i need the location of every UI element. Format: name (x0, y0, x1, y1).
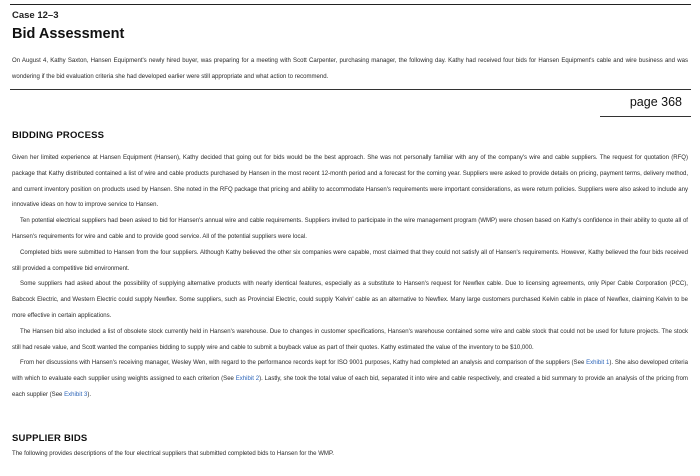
bidding-process-heading: BIDDING PROCESS (12, 130, 105, 141)
exhibit-3-link[interactable]: Exhibit 3 (64, 391, 88, 398)
section-divider (10, 89, 691, 90)
bidding-process-body (12, 151, 688, 404)
exhibit-1-link[interactable]: Exhibit 1 (586, 360, 610, 367)
p6-text-c: ). Lastly, she took the total value of each bid, separated it into wire and cable respectively, and created a bid summary to provide an analysis of the pricing from each supplier (See (12, 376, 688, 398)
bidding-paragraph-6 (12, 356, 688, 403)
bidding-paragraph-5: The Hansen bid also included a list of obsolete stock currently held in Hansen's warehouse. Due to changes in customer specifications, Hansen's warehouse contained some wire and cable stock that could not be used for future projects. The stock still had resale value, and Scott wanted the companies bidding to supply wire and cable to submit a buyback value as part of their quotes. Kathy estimated the value of the inventory to be $10,000. (12, 328, 688, 351)
bidding-paragraph-3: Completed bids were submitted to Hansen from the four suppliers. Although Kathy believed the other six companies were capable, most claimed that they could not satisfy all of Hansen's requirements. However, Kathy believed the four bids received still provided a competitive bid environment. (12, 249, 688, 272)
page-reference-rule (600, 116, 691, 117)
p6-text-b: ). She also developed criteria with which to evaluate each supplier using weights assigned to each criterion (See (12, 360, 688, 383)
bidding-paragraph-4: Some suppliers had asked about the possibility of supplying alternative products with nearly identical features, especially as a substitute to Hansen's request for Newflex cable. Due to licensing agreements, only Piper Cable Corporation (PCC), Babcock Electric, and Western Electric could supply Newflex. Some suppliers, such as Provincial Electric, could supply 'Kelvin' cable as an alternative to Newflex. Many large customers purchased Kelvin cable in place of Newflex, claiming Kelvin to be more effective in certain applications. (12, 281, 688, 319)
supplier-bids-intro: The following provides descriptions of the four electrical suppliers that submitted completed bids to Hansen for the WMP. (12, 451, 334, 457)
case-label: Case 12–3 (12, 10, 59, 21)
p6-text-a: From her discussions with Hansen's receiving manager, Wesley Wen, with regard to the performance records kept for ISO 9001 purposes, Kathy had completed an analysis and comparison of the suppliers (See (20, 360, 587, 367)
page-title: Bid Assessment (12, 26, 125, 42)
top-rule (10, 4, 691, 5)
intro-paragraph: On August 4, Kathy Saxton, Hansen Equipment's newly hired buyer, was preparing for a meeting with Scott Carpenter, purchasing manager, the following day. Kathy had received four bids for Hansen Equipment's cable and wire business and was wondering if the bid evaluation criteria she had developed earlier were still appropriate and what action to recommend. (12, 58, 688, 80)
supplier-bids-heading: SUPPLIER BIDS (12, 433, 88, 444)
bidding-paragraph-2: Ten potential electrical suppliers had been asked to bid for Hansen's annual wire and cable requirements. Suppliers invited to participate in the wire management program (WMP) were chosen based on Kathy's confidence in their ability to quote all of Hansen's requirements for wire and cable and to provide good service. All of the potential suppliers were local. (12, 218, 688, 240)
page-reference: page 368 (629, 95, 682, 109)
exhibit-2-link[interactable]: Exhibit 2 (235, 376, 260, 383)
p6-text-d: ). (87, 391, 92, 398)
bidding-paragraph-1: Given her limited experience at Hansen Equipment (Hansen), Kathy decided that going out for bids would be the best approach. She was not personally familiar with any of the company's wire and cable suppliers. The request for quotation (RFQ) package that Kathy distributed contained a list of wire and cable products purchased by Hansen in the most recent 12-month period and a forecast for the coming year. Suppliers were asked to provide details on pricing, payment terms, delivery method, and current inventory position on products used by Hansen. She noted in the RFQ package that pricing and ability to accommodate Hansen's requirements were important considerations, as were return policies. Suppliers were also asked to include any innovative ideas on how to improve service to Hansen. (12, 155, 688, 209)
